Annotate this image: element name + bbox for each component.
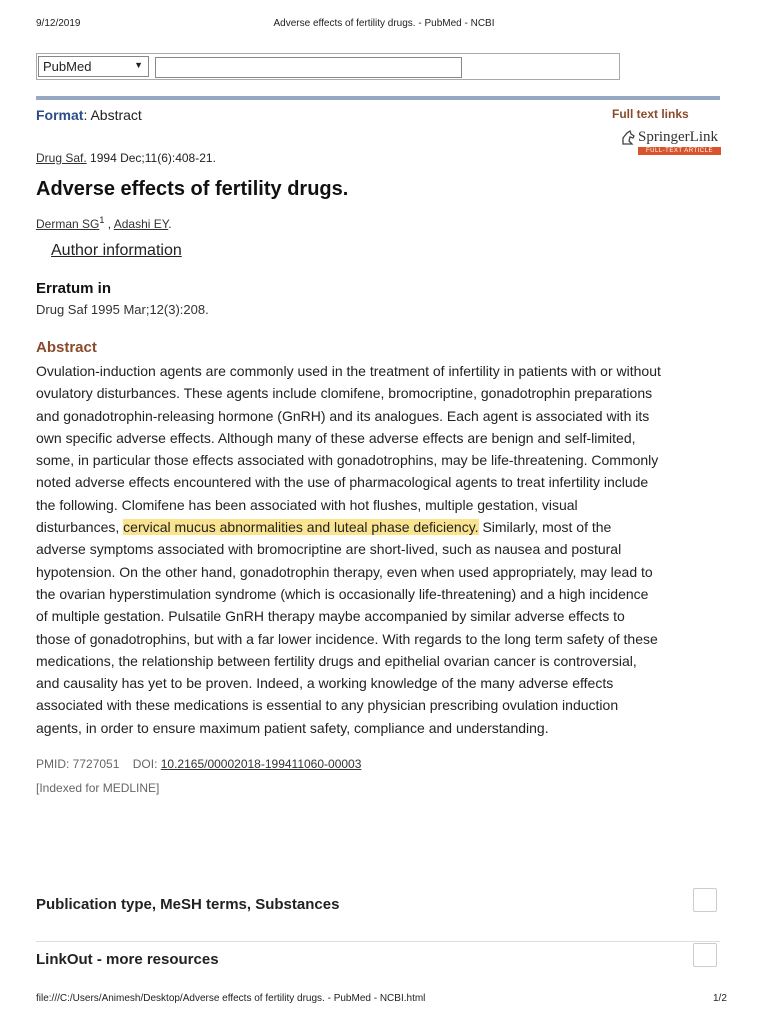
author-affiliation-marker: 1 xyxy=(99,215,105,225)
abstract-line: those of gonadotrophins, but with a far lower incidence. With regards to the long term safety of these xyxy=(36,630,658,647)
search-bar xyxy=(36,53,620,80)
full-text-article-badge: FULL-TEXT ARTICLE xyxy=(638,147,721,155)
print-date: 9/12/2019 xyxy=(36,18,81,29)
abstract-text xyxy=(36,360,722,739)
search-input[interactable] xyxy=(155,57,462,78)
abstract-line: associated with these medications is essential to any physician prescribing ovulation induction xyxy=(36,697,619,714)
section-divider xyxy=(36,941,720,942)
publication-type-section-toggle[interactable]: Publication type, MeSH terms, Substances xyxy=(36,896,340,913)
pmid: PMID: 7727051 xyxy=(36,757,120,771)
author-list: Derman $SG^1$ , Adashi EY. xyxy=(36,215,172,231)
highlighted-text: cervical mucus abnormalities and luteal phase deficiency. xyxy=(123,519,479,536)
journal-link[interactable]: Drug Saf. xyxy=(36,151,87,165)
author-link[interactable]: Adashi EY xyxy=(113,217,169,231)
database-select[interactable] xyxy=(38,56,149,77)
abstract-line: adverse symptoms associated with bromocriptine are short-lived, such as nausea and postural xyxy=(36,541,622,558)
print-page-title: Adverse effects of fertility drugs. - PubMed - NCBI xyxy=(273,18,495,29)
full-text-links-heading: Full text links xyxy=(612,107,689,121)
abstract-line: Ovulation-induction agents are commonly used in the treatment of infertility in patients with or without xyxy=(36,363,661,379)
citation-details: 1994 Dec;11(6):408-21. xyxy=(90,151,216,165)
format-value: Abstract xyxy=(90,107,142,123)
print-page-number: 1/2 xyxy=(713,993,727,1004)
article-title: Adverse effects of fertility drugs. xyxy=(36,178,349,200)
springerlink-button[interactable] xyxy=(620,128,721,156)
abstract-line: medications, the relationship between fertility drugs and epithelial ovarian cancer is controversial, xyxy=(36,652,637,669)
doi-link[interactable]: 10.2165/00002018-199411060-00003 xyxy=(160,757,362,771)
format-selector[interactable]: Format: Abstract xyxy=(36,107,142,123)
abstract-line: hypotension. On the other hand, gonadotrophin therapy, even when used appropriately, may lead to xyxy=(36,563,653,580)
abstract-line: of multiple gestation. Pulsatile GnRH therapy maybe accompanied by similar adverse effects to xyxy=(36,608,625,625)
abstract-line: some, in particular those effects associated with gonadotrophins, may be life-threatening. Commonly xyxy=(36,452,659,469)
springerlink-logo-text: SpringerLink xyxy=(638,129,718,145)
indexed-note: [Indexed for MEDLINE] xyxy=(36,781,160,795)
erratum-heading: Erratum in xyxy=(36,280,112,297)
abstract-line: the following. Clomifene has been associated with hot flushes, multiple gestation, visual xyxy=(36,496,578,513)
abstract-line: and gonadotrophin-releasing hormone (GnRH) and its analogues. Each agent is associated with its xyxy=(36,407,650,424)
linkout-section-toggle[interactable]: LinkOut - more resources xyxy=(36,951,219,968)
abstract-heading: Abstract xyxy=(36,339,97,356)
print-file-path: file:///C:/Users/Animesh/Desktop/Adverse effects of fertility drugs. - PubMed - NCBI.html xyxy=(36,993,426,1004)
abstract-line: agents, in order to ensure maximum patient safety, compliance and understanding. xyxy=(36,719,549,736)
identifiers xyxy=(36,757,361,771)
abstract-line: ovulatory disturbances. These agents include clomifene, bromocriptine, gonadotrophin preparations xyxy=(36,385,653,402)
database-select-value: PubMed xyxy=(43,59,92,74)
springer-horse-icon xyxy=(620,129,637,146)
expand-section-icon[interactable] xyxy=(693,888,717,912)
header-divider xyxy=(36,96,720,100)
abstract-line: own specific adverse effects. Although many of these adverse effects are benign and self-limited, xyxy=(36,429,636,446)
citation xyxy=(36,151,216,165)
abstract-line: the ovarian hyperstimulation syndrome (which is occasionally life-threatening) and a high incidence xyxy=(36,585,649,602)
dropdown-arrow-icon: ▼ xyxy=(134,60,143,70)
author-link[interactable]: Derman SG xyxy=(36,217,100,231)
expand-section-icon[interactable] xyxy=(693,943,717,967)
abstract-line: disturbances, cervical mucus abnormalities and luteal phase deficiency. Similarly, most of the xyxy=(36,519,612,536)
author-information-toggle[interactable]: Author information xyxy=(51,242,182,259)
abstract-line: noted adverse effects encountered with the use of pharmacological agents to treat infertility include xyxy=(36,474,649,491)
abstract-line: and causality has yet to be proven. Indeed, a working knowledge of the many adverse effects xyxy=(36,675,614,692)
doi-label: DOI: xyxy=(132,757,158,771)
erratum-citation[interactable]: Drug Saf 1995 Mar;12(3):208. xyxy=(36,302,209,317)
format-label: Format xyxy=(36,107,84,123)
